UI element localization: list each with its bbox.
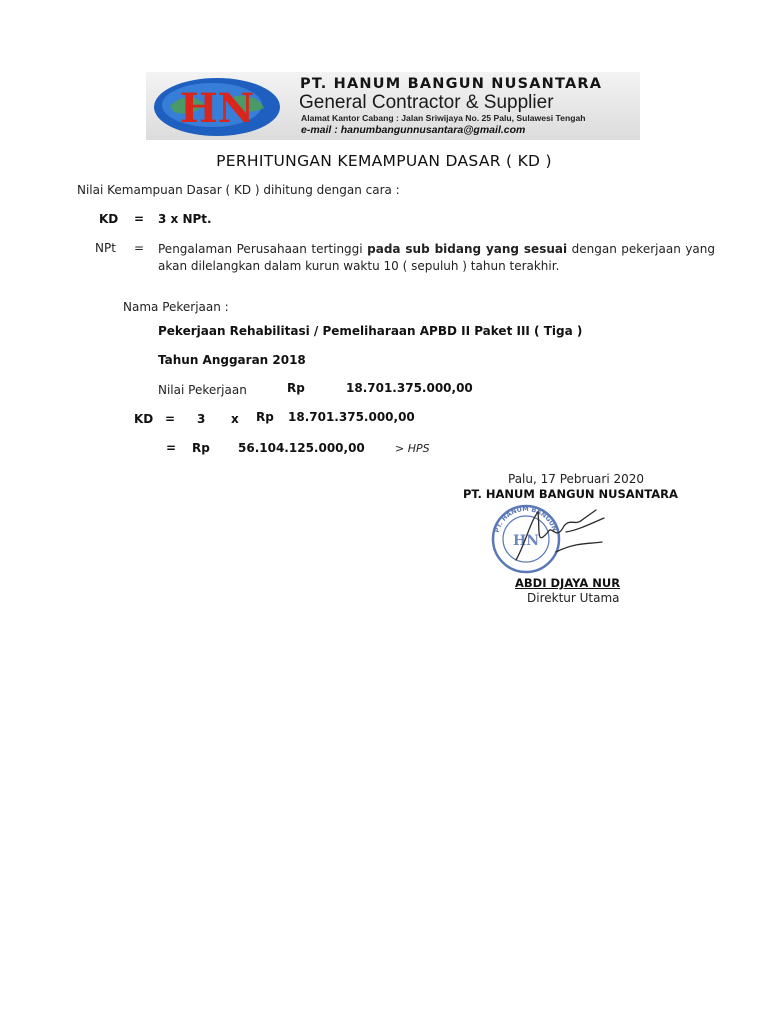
company-stamp-signature <box>486 502 610 576</box>
svg-text:PT. HANUM BANGUN: PT. HANUM BANGUN <box>492 504 559 534</box>
calc-value: 18.701.375.000,00 <box>288 410 415 424</box>
signatory-position: Direktur Utama <box>527 591 620 605</box>
svg-text:HN: HN <box>179 85 255 132</box>
formula-eq: = <box>134 212 145 226</box>
job-year: Tahun Anggaran 2018 <box>158 353 306 367</box>
calc-kd: KD <box>134 412 154 426</box>
npt-text-bold: pada sub bidang yang sesuai <box>367 242 568 256</box>
place-date: Palu, 17 Pebruari 2020 <box>508 472 645 486</box>
document-title: PERHITUNGAN KEMAMPUAN DASAR ( KD ) <box>216 152 552 170</box>
job-value-label: Nilai Pekerjaan <box>158 383 247 397</box>
formula-lhs: KD <box>99 212 119 226</box>
company-logo <box>152 76 282 138</box>
signatory-name: ABDI DJAYA NUR <box>515 576 621 590</box>
calc-currency: Rp <box>256 410 274 424</box>
result-eq: = <box>166 441 177 455</box>
result-currency: Rp <box>192 441 210 455</box>
calc-times: x <box>231 412 239 426</box>
job-value: 18.701.375.000,00 <box>346 381 473 395</box>
email-label: e-mail : <box>301 124 338 136</box>
intro-text: Nilai Kemampuan Dasar ( KD ) dihitung dengan cara : <box>77 183 400 197</box>
npt-eq: = <box>134 241 145 255</box>
signature-company: PT. HANUM BANGUN NUSANTARA <box>463 487 678 501</box>
formula-rhs: 3 x NPt. <box>158 212 212 226</box>
company-tagline: General Contractor & Supplier <box>299 92 554 113</box>
company-name: PT. HANUM BANGUN NUSANTARA <box>300 76 603 92</box>
result-value: 56.104.125.000,00 <box>238 441 365 455</box>
job-label: Nama Pekerjaan : <box>123 300 229 314</box>
npt-text-before: Pengalaman Perusahaan tertinggi <box>158 242 368 256</box>
hps-note: > HPS <box>395 442 430 455</box>
npt-text-after: dengan pekerjaan yang akan dilelangkan dalam kurun waktu 10 ( sepuluh ) tahun terakhir. <box>158 242 715 273</box>
npt-definition <box>158 241 715 275</box>
svg-text:HN: HN <box>512 533 540 549</box>
npt-term: NPt <box>95 241 116 255</box>
calc-eq: = <box>165 412 176 426</box>
calc-multiplier: 3 <box>197 412 206 426</box>
job-value-currency: Rp <box>287 381 305 395</box>
job-name: Pekerjaan Rehabilitasi / Pemeliharaan APBD II Paket III ( Tiga ) <box>158 324 583 338</box>
email-address[interactable]: hanumbangunnusantara@gmail.com <box>340 124 526 136</box>
company-email <box>301 124 525 136</box>
company-address: Alamat Kantor Cabang : Jalan Sriwijaya No. 25 Palu, Sulawesi Tengah <box>301 113 586 123</box>
